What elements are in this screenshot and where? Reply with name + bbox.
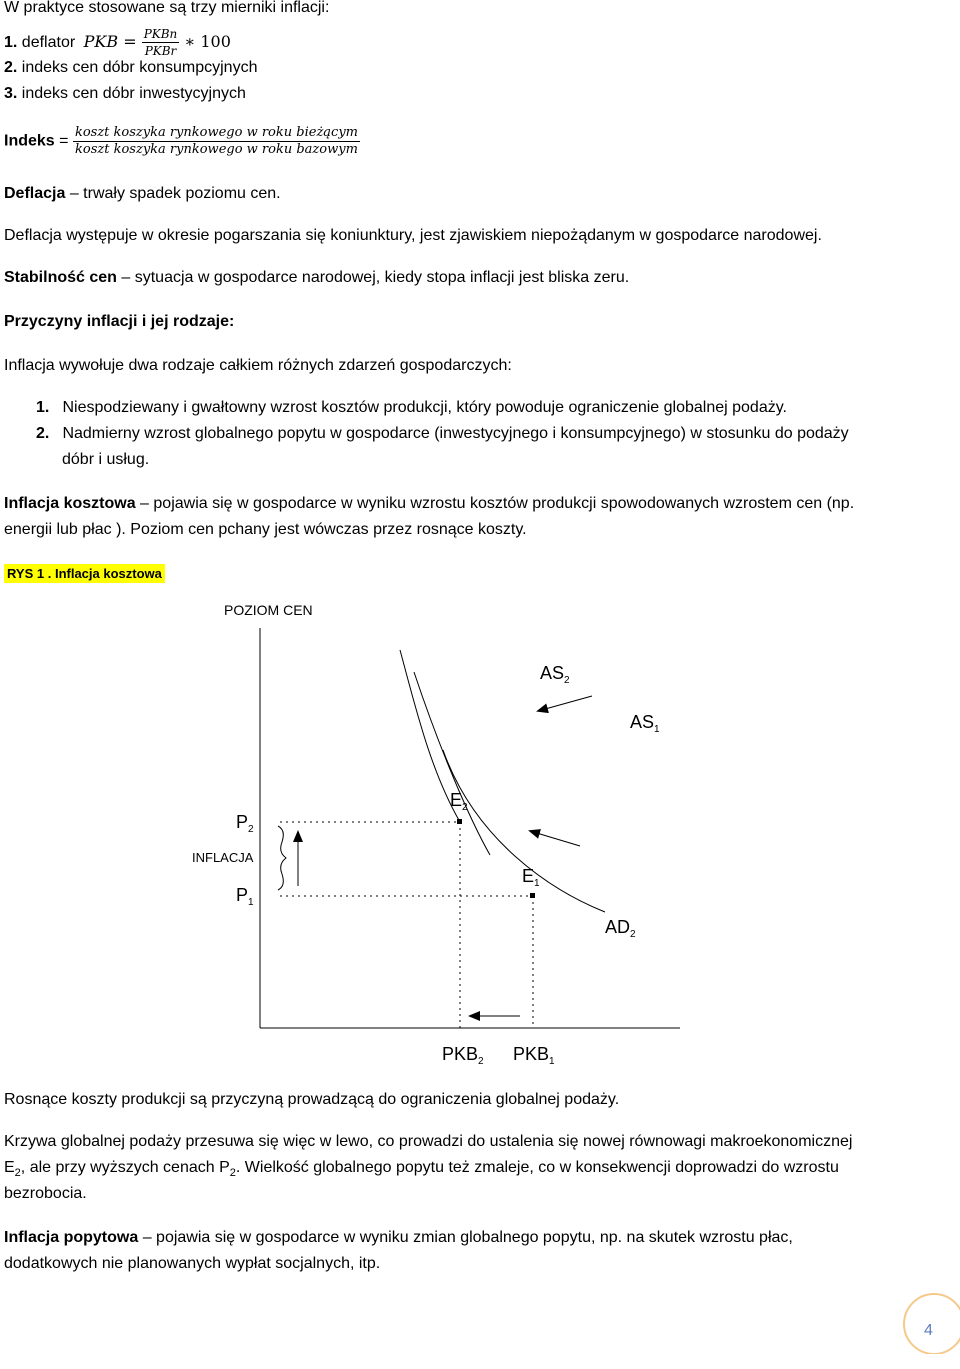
demand-inflation-line2: dodatkowych nie planowanych wypłat socjalnych, itp. — [4, 1255, 381, 1272]
inflation-brace — [278, 826, 286, 890]
deflation-def: – trwały spadek poziomu cen. — [69, 185, 281, 202]
measure-1 — [4, 27, 231, 58]
formula-fraction — [142, 27, 180, 58]
index-eq: = — [59, 132, 69, 150]
deflation-note: Deflacja występuje w okresie pogarszania się koniunktury, jest zjawiskiem niepożądanym w gospodarce narodowej. — [4, 227, 822, 244]
causes-heading: Przyczyny inflacji i jej rodzaje: — [4, 313, 235, 330]
cost-inflation-line1 — [4, 494, 854, 514]
deflation-term: Deflacja — [4, 185, 66, 202]
page-number: 4 — [924, 1322, 933, 1339]
e2-point — [457, 819, 462, 824]
e1-point — [530, 893, 535, 898]
cause-number: 1. — [36, 399, 50, 416]
measure-label: indeks cen dóbr konsumpcyjnych — [21, 59, 258, 76]
index-numerator: koszt koszyka rynkowego w roku bieżącym — [74, 125, 358, 140]
demand-inflation-def: – pojawia się w gospodarce w wyniku zmian globalnego popytu, np. na skutek wzrostu płac, — [142, 1229, 793, 1246]
stability-definition — [4, 268, 629, 288]
cause-number: 2. — [36, 425, 50, 442]
index-denominator: koszt koszyka rynkowego w roku bazowym — [75, 142, 358, 157]
page-number-badge — [900, 1290, 960, 1354]
measure-number: 1. — [4, 34, 18, 51]
cost-inflation-line2: energii lub płac ). Poziom cen pchany jest wówczas przez rosnące koszty. — [4, 521, 527, 538]
inflation-label: INFLACJA — [192, 850, 254, 865]
as1-label: $AS_1$ — [630, 712, 660, 735]
e1-label: $E_1$ — [522, 866, 540, 889]
figure-caption — [4, 564, 165, 584]
caption-prefix: RYS 1 . — [7, 566, 52, 581]
measure-3 — [4, 84, 246, 104]
measure-label: deflator — [21, 34, 76, 51]
causes-intro: Inflacja wywołuje dwa rodzaje całkiem różnych zdarzeń gospodarczych: — [4, 357, 512, 374]
ad2-curve — [443, 750, 605, 912]
shift-para-line1: Krzywa globalnej podaży przesuwa się więc w lewo, co prowadzi do ustalenia się nowej równowagi makroekonomicznej — [4, 1133, 853, 1150]
pkb2-label: $PKB_2$ — [442, 1044, 484, 1067]
index-formula — [4, 126, 360, 157]
formula-denominator: PKBr — [144, 44, 177, 58]
deflation-definition — [4, 184, 281, 204]
measure-2 — [4, 58, 257, 78]
pkb1-label: $PKB_1$ — [513, 1044, 555, 1067]
cause-text: Nadmierny wzrost globalnego popytu w gospodarce (inwestycyjnego i konsumpcyjnego) w stosunku do podaży — [62, 425, 849, 442]
as1-curve — [414, 672, 490, 855]
index-label: Indeks — [4, 132, 55, 150]
measure-number: 2. — [4, 59, 18, 76]
cost-inflation-diagram — [180, 590, 700, 1080]
cause-1 — [36, 398, 787, 418]
as2-label: $AS_2$ — [540, 663, 570, 686]
deflator-formula — [83, 27, 231, 58]
stability-def: – sytuacja w gospodarce narodowej, kiedy stopa inflacji jest bliska zeru. — [121, 269, 630, 286]
caption-title: Inflacja kosztowa — [54, 566, 162, 581]
ad2-label: $AD_2$ — [605, 917, 636, 940]
cause-text: Niespodziewany i gwałtowny wzrost kosztów produkcji, który powoduje ograniczenie globalnej podaży. — [62, 399, 787, 416]
as-shift-arrow-top — [538, 696, 592, 711]
cause-2 — [36, 424, 849, 444]
formula-lhs: PKB = — [83, 32, 137, 51]
index-fraction — [73, 126, 360, 157]
measure-number: 3. — [4, 85, 18, 102]
shift-para-line2: $E_2$, ale przy wyższych cenach $P_2$. Wielkość globalnego popytu też zmaleje, co w konsekwencji doprowadzi do wzrostu — [4, 1159, 839, 1180]
caption-highlight — [4, 564, 165, 583]
stability-term: Stabilność cen — [4, 269, 117, 286]
measure-label: indeks cen dóbr inwestycyjnych — [21, 85, 246, 102]
cause-2-continued: dóbr i usług. — [62, 451, 150, 468]
after-figure-text: Rosnące koszty produkcji są przyczyną prowadzącą do ograniczenia globalnej podaży. — [4, 1091, 620, 1108]
cost-inflation-def: – pojawia się w gospodarce w wyniku wzrostu kosztów produkcji spowodowanych wzrostem cen (np. — [140, 495, 855, 512]
cost-inflation-term: Inflacja kosztowa — [4, 495, 136, 512]
shift-para-line3: bezrobocia. — [4, 1185, 87, 1202]
demand-inflation-line1 — [4, 1228, 793, 1248]
e2-label: $E_2$ — [450, 790, 468, 813]
y-axis-label: POZIOM CEN — [224, 602, 313, 618]
formula-times: ∗ 100 — [184, 32, 231, 51]
p2-label: $P_2$ — [236, 812, 254, 835]
intro-text: W praktyce stosowane są trzy mierniki inflacji: — [4, 0, 330, 16]
p1-label: $P_1$ — [236, 885, 254, 908]
formula-numerator: PKBn — [143, 27, 178, 41]
as-shift-arrow-right — [530, 831, 580, 846]
demand-inflation-term: Inflacja popytowa — [4, 1229, 139, 1246]
